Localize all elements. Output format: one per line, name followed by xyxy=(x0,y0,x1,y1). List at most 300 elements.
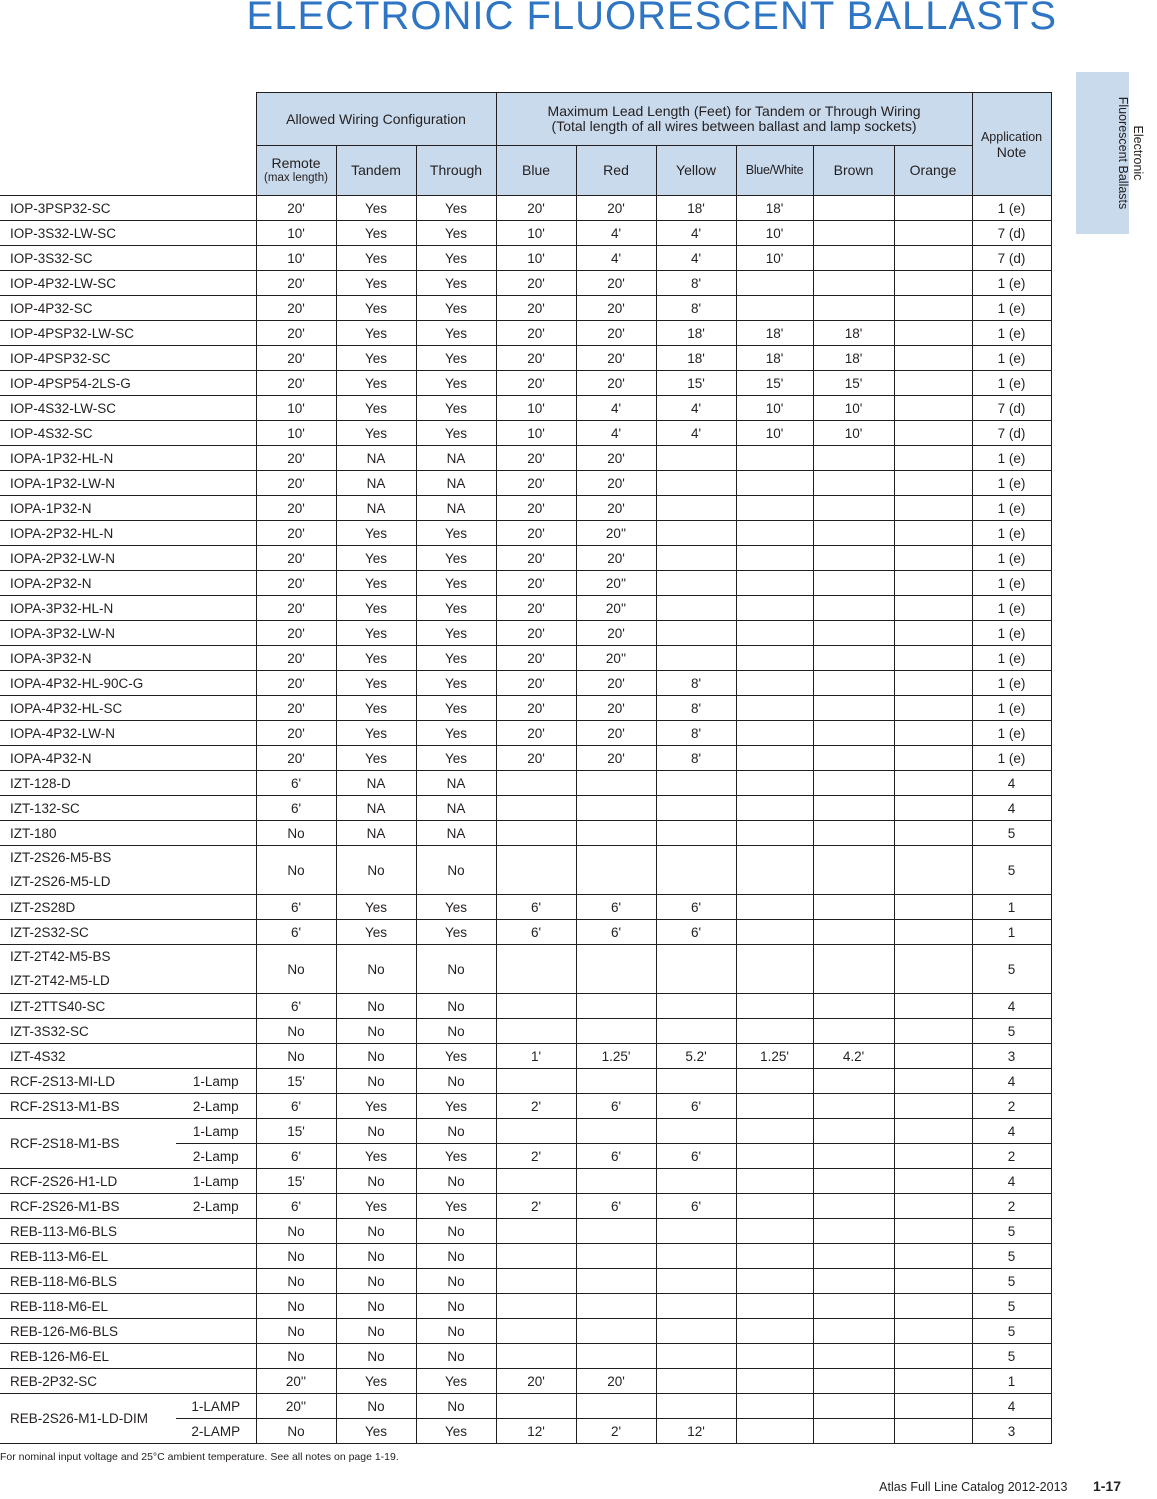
red-cell: 6' xyxy=(576,920,656,945)
lamp-count: 2-Lamp xyxy=(176,1144,256,1169)
table-row xyxy=(0,246,1051,271)
blue-cell xyxy=(496,1119,576,1144)
model-name: IOP-3S32-SC xyxy=(0,246,176,271)
blue-cell: 2' xyxy=(496,1144,576,1169)
tandem-cell: No xyxy=(336,1344,416,1369)
application-note-cell: 7 (d) xyxy=(972,221,1051,246)
orange-cell xyxy=(894,546,972,571)
model-name: REB-113-M6-BLS xyxy=(0,1219,176,1244)
through-cell: Yes xyxy=(416,696,496,721)
yellow-cell xyxy=(656,621,736,646)
red-cell xyxy=(576,1394,656,1419)
yellow-cell xyxy=(656,471,736,496)
lamp-count xyxy=(176,421,256,446)
tandem-cell: Yes xyxy=(336,246,416,271)
table-row xyxy=(0,421,1051,446)
tandem-cell: No xyxy=(336,1069,416,1094)
red-cell: 20' xyxy=(576,321,656,346)
through-cell: Yes xyxy=(416,346,496,371)
yellow-cell xyxy=(656,994,736,1019)
yellow-cell: 18' xyxy=(656,346,736,371)
model-name: REB-118-M6-EL xyxy=(0,1294,176,1319)
yellow-cell xyxy=(656,1319,736,1344)
orange-cell xyxy=(894,446,972,471)
lamp-count: 1-Lamp xyxy=(176,1069,256,1094)
application-note-cell: 1 (e) xyxy=(972,496,1051,521)
brown-cell xyxy=(813,221,894,246)
through-cell: Yes xyxy=(416,246,496,271)
blue-cell: 20' xyxy=(496,621,576,646)
blue-white-cell xyxy=(736,1419,813,1444)
model-name: IOPA-4P32-N xyxy=(0,746,176,771)
orange-header: Orange xyxy=(894,146,972,196)
blue-cell xyxy=(496,994,576,1019)
red-cell: 4' xyxy=(576,221,656,246)
through-cell: Yes xyxy=(416,721,496,746)
blue-cell: 20' xyxy=(496,1369,576,1394)
blue-white-cell xyxy=(736,271,813,296)
application-note-cell: 1 (e) xyxy=(972,371,1051,396)
orange-cell xyxy=(894,1369,972,1394)
lamp-count xyxy=(176,696,256,721)
application-note-cell: 1 (e) xyxy=(972,671,1051,696)
table-row xyxy=(0,671,1051,696)
remote-cell: 6' xyxy=(256,920,336,945)
table-row xyxy=(0,471,1051,496)
blue-white-cell xyxy=(736,1319,813,1344)
application-note-cell: 5 xyxy=(972,1344,1051,1369)
red-cell: 4' xyxy=(576,396,656,421)
model-name: IOPA-3P32-N xyxy=(0,646,176,671)
tandem-cell: Yes xyxy=(336,371,416,396)
lamp-count: 2-Lamp xyxy=(176,1194,256,1219)
red-cell: 6' xyxy=(576,895,656,920)
blue-cell: 20' xyxy=(496,646,576,671)
tandem-cell: No xyxy=(336,1269,416,1294)
orange-cell xyxy=(894,846,972,895)
table-row xyxy=(0,796,1051,821)
orange-cell xyxy=(894,396,972,421)
tandem-cell: Yes xyxy=(336,596,416,621)
lamp-count xyxy=(176,671,256,696)
model-name: IZT-2S32-SC xyxy=(0,920,176,945)
application-note-cell: 1 (e) xyxy=(972,271,1051,296)
yellow-cell xyxy=(656,1344,736,1369)
application-note-cell: 4 xyxy=(972,1394,1051,1419)
brown-cell xyxy=(813,1369,894,1394)
blue-cell: 2' xyxy=(496,1094,576,1119)
yellow-cell: 6' xyxy=(656,895,736,920)
blue-white-cell: 18' xyxy=(736,346,813,371)
blue-white-cell xyxy=(736,846,813,895)
orange-cell xyxy=(894,1219,972,1244)
brown-cell xyxy=(813,1419,894,1444)
blue-white-header: Blue/White xyxy=(736,146,813,196)
lamp-count xyxy=(176,821,256,846)
lamp-count: 2-LAMP xyxy=(176,1419,256,1444)
blue-white-cell xyxy=(736,1194,813,1219)
application-note-cell: 4 xyxy=(972,994,1051,1019)
lamp-count xyxy=(176,596,256,621)
blue-cell xyxy=(496,1019,576,1044)
red-header: Red xyxy=(576,146,656,196)
table-row xyxy=(0,696,1051,721)
model-name: IZT-2T42-M5-BS IZT-2T42-M5-LD xyxy=(0,945,176,994)
orange-cell xyxy=(894,221,972,246)
table-row xyxy=(0,1344,1051,1369)
lamp-count xyxy=(176,371,256,396)
orange-cell xyxy=(894,346,972,371)
red-cell: 20' xyxy=(576,271,656,296)
through-cell: No xyxy=(416,1319,496,1344)
blue-cell: 1' xyxy=(496,1044,576,1069)
blue-white-cell xyxy=(736,1119,813,1144)
yellow-cell: 4' xyxy=(656,421,736,446)
red-cell xyxy=(576,1294,656,1319)
brown-cell xyxy=(813,1294,894,1319)
remote-cell: No xyxy=(256,1244,336,1269)
yellow-cell: 12' xyxy=(656,1419,736,1444)
lamp-count xyxy=(176,1019,256,1044)
blue-white-cell xyxy=(736,821,813,846)
remote-cell: 20' xyxy=(256,321,336,346)
blue-white-cell xyxy=(736,895,813,920)
blue-cell xyxy=(496,1219,576,1244)
brown-cell xyxy=(813,945,894,994)
tandem-cell: Yes xyxy=(336,696,416,721)
orange-cell xyxy=(894,421,972,446)
through-cell: Yes xyxy=(416,895,496,920)
table-row xyxy=(0,1394,1051,1419)
lamp-count xyxy=(176,846,256,895)
application-note-cell: 5 xyxy=(972,1319,1051,1344)
through-cell: NA xyxy=(416,446,496,471)
model-name: REB-126-M6-EL xyxy=(0,1344,176,1369)
table-row xyxy=(0,746,1051,771)
through-cell: Yes xyxy=(416,321,496,346)
application-note-cell: 1 (e) xyxy=(972,546,1051,571)
blue-white-cell xyxy=(736,646,813,671)
remote-cell: 15' xyxy=(256,1169,336,1194)
red-cell: 20' xyxy=(576,671,656,696)
red-cell: 20' xyxy=(576,196,656,221)
lamp-count xyxy=(176,796,256,821)
max-lead-header: Maximum Lead Length (Feet) for Tandem or Through Wiring (Total length of all wires between ballast and lamp sockets) xyxy=(496,93,972,146)
through-cell: Yes xyxy=(416,1144,496,1169)
application-note-cell: 1 (e) xyxy=(972,346,1051,371)
red-cell: 20' xyxy=(576,296,656,321)
through-cell: Yes xyxy=(416,221,496,246)
remote-cell: 20' xyxy=(256,496,336,521)
tandem-cell: Yes xyxy=(336,671,416,696)
application-note-cell: 2 xyxy=(972,1094,1051,1119)
brown-cell xyxy=(813,796,894,821)
remote-cell: No xyxy=(256,1044,336,1069)
red-cell: 6' xyxy=(576,1094,656,1119)
yellow-cell xyxy=(656,496,736,521)
blue-white-cell xyxy=(736,1344,813,1369)
red-cell: 20' xyxy=(576,496,656,521)
blue-white-cell xyxy=(736,1219,813,1244)
yellow-cell: 8' xyxy=(656,721,736,746)
blue-white-cell xyxy=(736,1394,813,1419)
red-cell: 20' xyxy=(576,621,656,646)
lamp-count xyxy=(176,994,256,1019)
table-row xyxy=(0,621,1051,646)
remote-cell: 20' xyxy=(256,271,336,296)
remote-cell: 20' xyxy=(256,621,336,646)
remote-cell: 6' xyxy=(256,771,336,796)
through-cell: Yes xyxy=(416,571,496,596)
through-cell: Yes xyxy=(416,646,496,671)
through-cell: Yes xyxy=(416,521,496,546)
red-cell: 20' xyxy=(576,371,656,396)
blue-cell: 12' xyxy=(496,1419,576,1444)
yellow-cell xyxy=(656,521,736,546)
orange-cell xyxy=(894,321,972,346)
lamp-count xyxy=(176,1319,256,1344)
through-header: Through xyxy=(416,146,496,196)
application-note-cell: 5 xyxy=(972,1219,1051,1244)
through-cell: Yes xyxy=(416,1419,496,1444)
red-cell xyxy=(576,945,656,994)
red-cell: 20' xyxy=(576,696,656,721)
lamp-count xyxy=(176,945,256,994)
model-name: RCF-2S26-M1-BS xyxy=(0,1194,176,1219)
through-cell: NA xyxy=(416,796,496,821)
remote-cell: 10' xyxy=(256,396,336,421)
tandem-cell: Yes xyxy=(336,521,416,546)
blue-white-cell: 18' xyxy=(736,321,813,346)
remote-cell: 20' xyxy=(256,346,336,371)
tandem-cell: Yes xyxy=(336,196,416,221)
red-cell: 4' xyxy=(576,421,656,446)
through-cell: Yes xyxy=(416,271,496,296)
orange-cell xyxy=(894,1044,972,1069)
application-note-cell: 7 (d) xyxy=(972,246,1051,271)
yellow-cell xyxy=(656,1394,736,1419)
lamp-count xyxy=(176,571,256,596)
blue-white-cell xyxy=(736,1169,813,1194)
table-row xyxy=(0,1044,1051,1069)
lamp-count xyxy=(176,771,256,796)
red-cell xyxy=(576,1019,656,1044)
yellow-cell: 4' xyxy=(656,221,736,246)
orange-cell xyxy=(894,1119,972,1144)
brown-cell: 10' xyxy=(813,421,894,446)
red-cell xyxy=(576,1244,656,1269)
blue-white-cell xyxy=(736,796,813,821)
tandem-cell: NA xyxy=(336,796,416,821)
application-note-cell: 1 (e) xyxy=(972,646,1051,671)
model-name: RCF-2S13-M1-BS xyxy=(0,1094,176,1119)
through-cell: Yes xyxy=(416,1194,496,1219)
blue-white-cell xyxy=(736,994,813,1019)
yellow-cell: 8' xyxy=(656,296,736,321)
blue-white-cell xyxy=(736,920,813,945)
brown-cell xyxy=(813,296,894,321)
blue-cell: 20' xyxy=(496,321,576,346)
blue-cell: 20' xyxy=(496,346,576,371)
page-number: 1-17 xyxy=(1092,1478,1121,1494)
blue-white-cell xyxy=(736,621,813,646)
blue-cell: 20' xyxy=(496,446,576,471)
blue-white-cell xyxy=(736,446,813,471)
application-note-cell: 3 xyxy=(972,1044,1051,1069)
application-note-cell: 2 xyxy=(972,1194,1051,1219)
model-name: IZT-132-SC xyxy=(0,796,176,821)
orange-cell xyxy=(894,1319,972,1344)
lamp-count xyxy=(176,1244,256,1269)
tandem-cell: No xyxy=(336,1319,416,1344)
lamp-count xyxy=(176,271,256,296)
yellow-cell xyxy=(656,1369,736,1394)
yellow-cell xyxy=(656,771,736,796)
table-row xyxy=(0,994,1051,1019)
application-note-cell: 1 xyxy=(972,895,1051,920)
yellow-cell xyxy=(656,945,736,994)
through-cell: Yes xyxy=(416,296,496,321)
application-note-cell: 5 xyxy=(972,1269,1051,1294)
table-row xyxy=(0,1169,1051,1194)
application-note-cell: 1 (e) xyxy=(972,746,1051,771)
tandem-cell: Yes xyxy=(336,1369,416,1394)
table-row xyxy=(0,596,1051,621)
model-name: IZT-2TTS40-SC xyxy=(0,994,176,1019)
brown-header: Brown xyxy=(813,146,894,196)
red-cell: 20'' xyxy=(576,596,656,621)
red-cell: 2' xyxy=(576,1419,656,1444)
table-body xyxy=(0,196,1051,1444)
remote-cell: 20' xyxy=(256,646,336,671)
orange-cell xyxy=(894,1094,972,1119)
through-cell: No xyxy=(416,1344,496,1369)
model-name: IZT-180 xyxy=(0,821,176,846)
lamp-count xyxy=(176,471,256,496)
orange-cell xyxy=(894,945,972,994)
lamp-count xyxy=(176,621,256,646)
lamp-count xyxy=(176,1369,256,1394)
red-cell xyxy=(576,1269,656,1294)
table-row xyxy=(0,846,1051,895)
brown-cell: 4.2' xyxy=(813,1044,894,1069)
red-cell: 20' xyxy=(576,546,656,571)
brown-cell: 18' xyxy=(813,321,894,346)
model-name: IZT-2S26-M5-BS IZT-2S26-M5-LD xyxy=(0,846,176,895)
tandem-cell: NA xyxy=(336,496,416,521)
model-name: REB-2S26-M1-LD-DIM xyxy=(0,1394,176,1444)
remote-cell: 10' xyxy=(256,421,336,446)
orange-cell xyxy=(894,671,972,696)
blue-cell: 20' xyxy=(496,721,576,746)
application-note-cell: 1 (e) xyxy=(972,446,1051,471)
tandem-cell: No xyxy=(336,1119,416,1144)
model-name: IOPA-4P32-HL-90C-G xyxy=(0,671,176,696)
red-cell: 20' xyxy=(576,446,656,471)
model-name: RCF-2S18-M1-BS xyxy=(0,1119,176,1169)
orange-cell xyxy=(894,1344,972,1369)
remote-cell: 6' xyxy=(256,895,336,920)
brown-cell xyxy=(813,1119,894,1144)
model-name: IOPA-3P32-HL-N xyxy=(0,596,176,621)
brown-cell xyxy=(813,521,894,546)
orange-cell xyxy=(894,895,972,920)
yellow-cell xyxy=(656,846,736,895)
yellow-cell xyxy=(656,571,736,596)
lamp-count xyxy=(176,346,256,371)
model-name: REB-2P32-SC xyxy=(0,1369,176,1394)
tandem-cell: Yes xyxy=(336,1194,416,1219)
brown-cell xyxy=(813,746,894,771)
table-row xyxy=(0,1369,1051,1394)
remote-cell: No xyxy=(256,1344,336,1369)
application-note-cell: 1 xyxy=(972,1369,1051,1394)
application-note-header: Application Note xyxy=(972,93,1051,196)
through-cell: No xyxy=(416,1019,496,1044)
application-note-cell: 1 (e) xyxy=(972,721,1051,746)
yellow-cell: 18' xyxy=(656,196,736,221)
remote-cell: 10' xyxy=(256,246,336,271)
blue-white-cell xyxy=(736,496,813,521)
blue-cell: 20' xyxy=(496,496,576,521)
remote-cell: 10' xyxy=(256,221,336,246)
orange-cell xyxy=(894,521,972,546)
blue-cell: 20' xyxy=(496,196,576,221)
orange-cell xyxy=(894,721,972,746)
application-note-cell: 1 (e) xyxy=(972,621,1051,646)
remote-cell: No xyxy=(256,846,336,895)
model-name: IOP-4P32-SC xyxy=(0,296,176,321)
through-cell: No xyxy=(416,1244,496,1269)
orange-cell xyxy=(894,1069,972,1094)
orange-cell xyxy=(894,196,972,221)
blue-cell: 10' xyxy=(496,396,576,421)
orange-cell xyxy=(894,1194,972,1219)
model-name: IOPA-2P32-LW-N xyxy=(0,546,176,571)
brown-cell xyxy=(813,196,894,221)
orange-cell xyxy=(894,920,972,945)
tandem-cell: Yes xyxy=(336,571,416,596)
brown-cell xyxy=(813,271,894,296)
remote-cell: 20' xyxy=(256,696,336,721)
lamp-count xyxy=(176,895,256,920)
brown-cell xyxy=(813,621,894,646)
blue-white-cell: 15' xyxy=(736,371,813,396)
through-cell: NA xyxy=(416,471,496,496)
remote-cell: 20' xyxy=(256,721,336,746)
lamp-count xyxy=(176,496,256,521)
blue-cell: 20' xyxy=(496,546,576,571)
yellow-cell xyxy=(656,646,736,671)
blue-cell: 10' xyxy=(496,221,576,246)
tandem-cell: Yes xyxy=(336,646,416,671)
blue-cell xyxy=(496,796,576,821)
yellow-cell: 15' xyxy=(656,371,736,396)
table-row xyxy=(0,1194,1051,1219)
blue-white-cell xyxy=(736,1069,813,1094)
blue-cell xyxy=(496,1069,576,1094)
red-cell: 20'' xyxy=(576,521,656,546)
red-cell xyxy=(576,1219,656,1244)
lamp-count xyxy=(176,296,256,321)
orange-cell xyxy=(894,1169,972,1194)
table-row xyxy=(0,895,1051,920)
yellow-header: Yellow xyxy=(656,146,736,196)
yellow-cell xyxy=(656,1244,736,1269)
tandem-cell: No xyxy=(336,1394,416,1419)
blue-cell: 20' xyxy=(496,596,576,621)
application-note-cell: 1 (e) xyxy=(972,321,1051,346)
